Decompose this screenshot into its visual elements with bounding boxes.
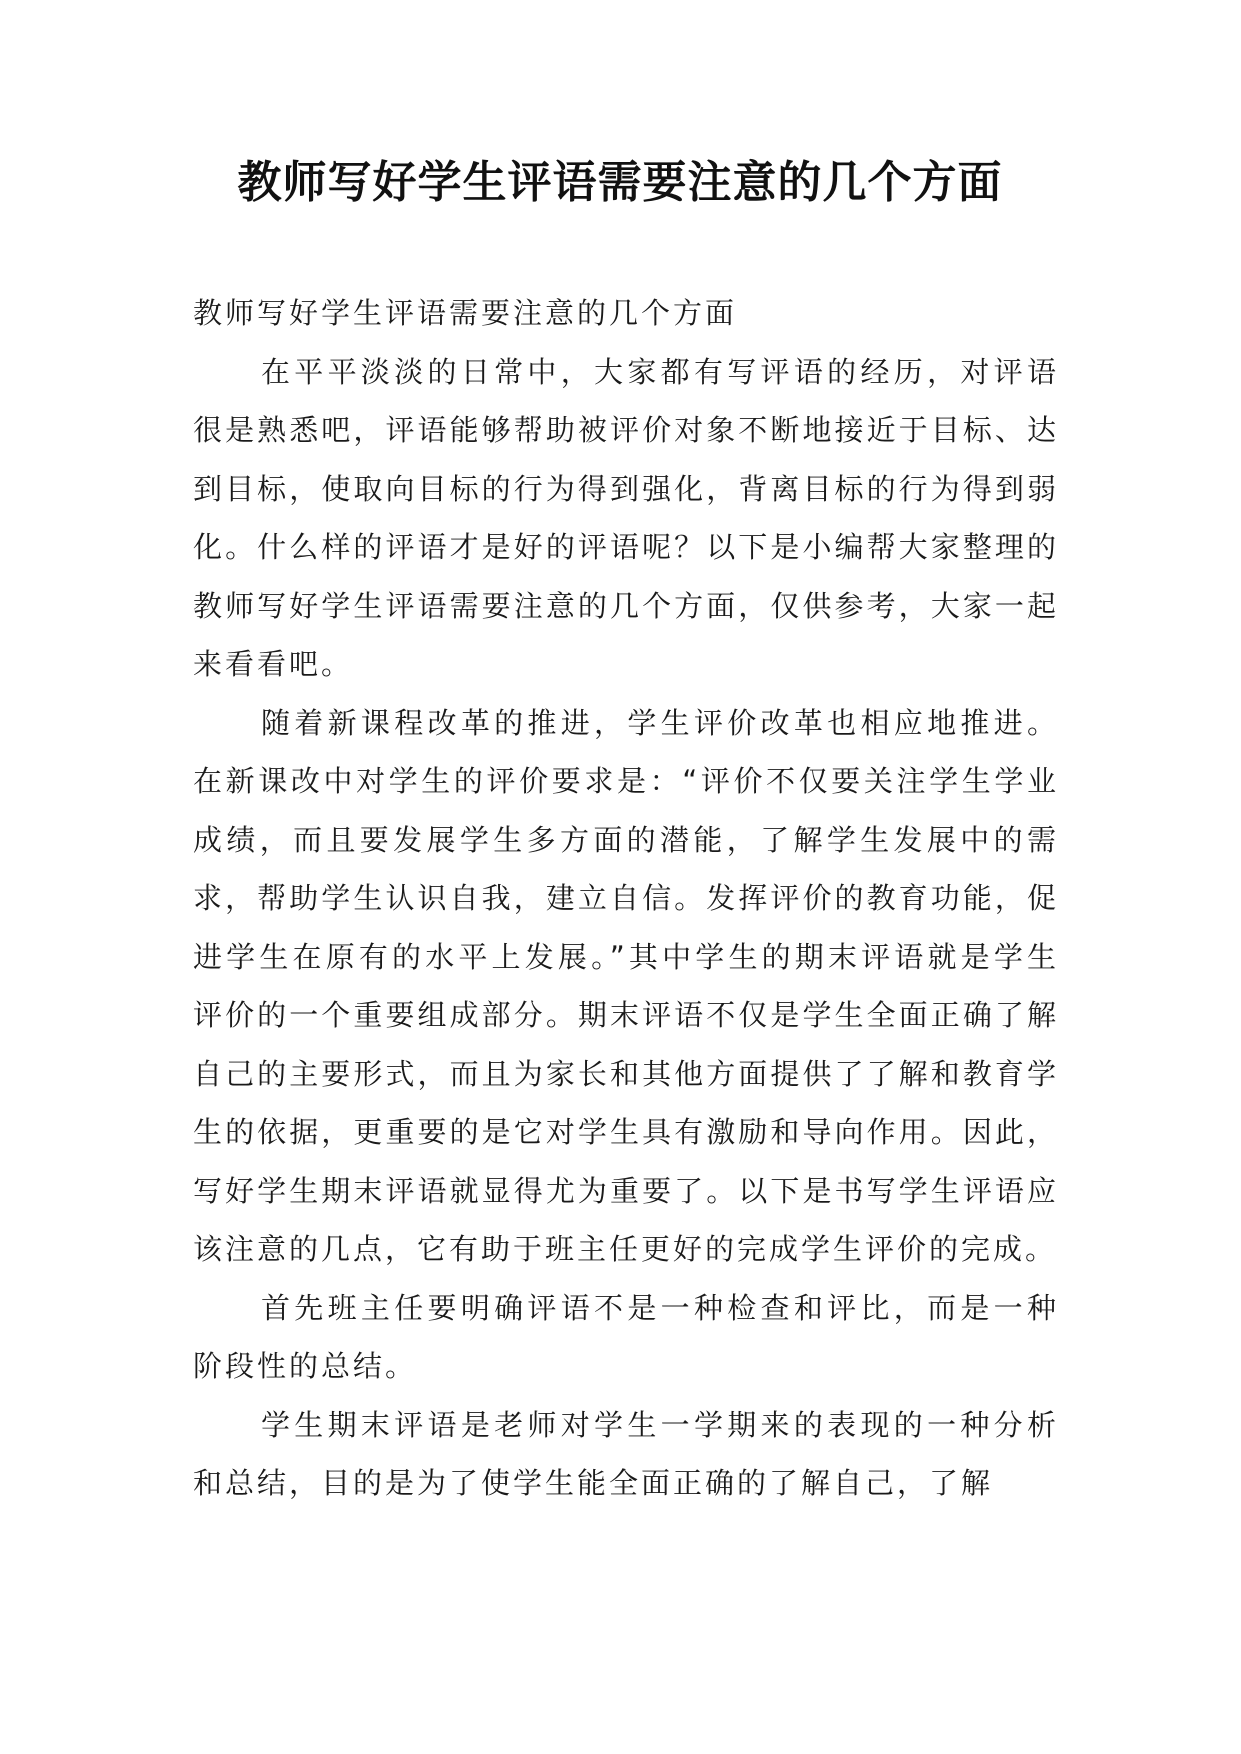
first-point-paragraph: 首先班主任要明确评语不是一种检查和评比，而是一种阶段性的总结。 xyxy=(193,1290,1059,1383)
subtitle-paragraph: 教师写好学生评语需要注意的几个方面 xyxy=(193,296,738,330)
reform-paragraph: 随着新课程改革的推进，学生评价改革也相应地推进。在新课改中对学生的评价要求是：“评价不仅要关注学生学业成绩，而且要发展学生多方面的潜能，了解学生发展中的需求，帮助学生认识自我，建立自信。发挥评价的教育功能，促进学生在原有的水平上发展。”其中学生的期末评语就是学生评价的一个重要组成部分。期末评语不仅是学生全面正确了解自己的主要形式，而且为家长和其他方面提供了了解和教育学生的依据，更重要的是它对学生具有激励和导向作用。因此，写好学生期末评语就显得尤为重要了。以下是书写学生评语应该注意的几点，它有助于班主任更好的完成学生评价的完成。 xyxy=(193,705,1059,1266)
intro-paragraph: 在平平淡淡的日常中，大家都有写评语的经历，对评语很是熟悉吧，评语能够帮助被评价对象不断地接近于目标、达到目标，使取向目标的行为得到强化，背离目标的行为得到弱化。什么样的评语才是好的评语呢？以下是小编帮大家整理的教师写好学生评语需要注意的几个方面，仅供参考，大家一起来看看吧。 xyxy=(193,354,1059,681)
document-title: 教师写好学生评语需要注意的几个方面 xyxy=(237,157,1003,208)
document-body xyxy=(193,284,1059,1513)
summary-paragraph: 学生期末评语是老师对学生一学期来的表现的一种分析和总结，目的是为了使学生能全面正确的了解自己，了解 xyxy=(193,1407,1059,1500)
